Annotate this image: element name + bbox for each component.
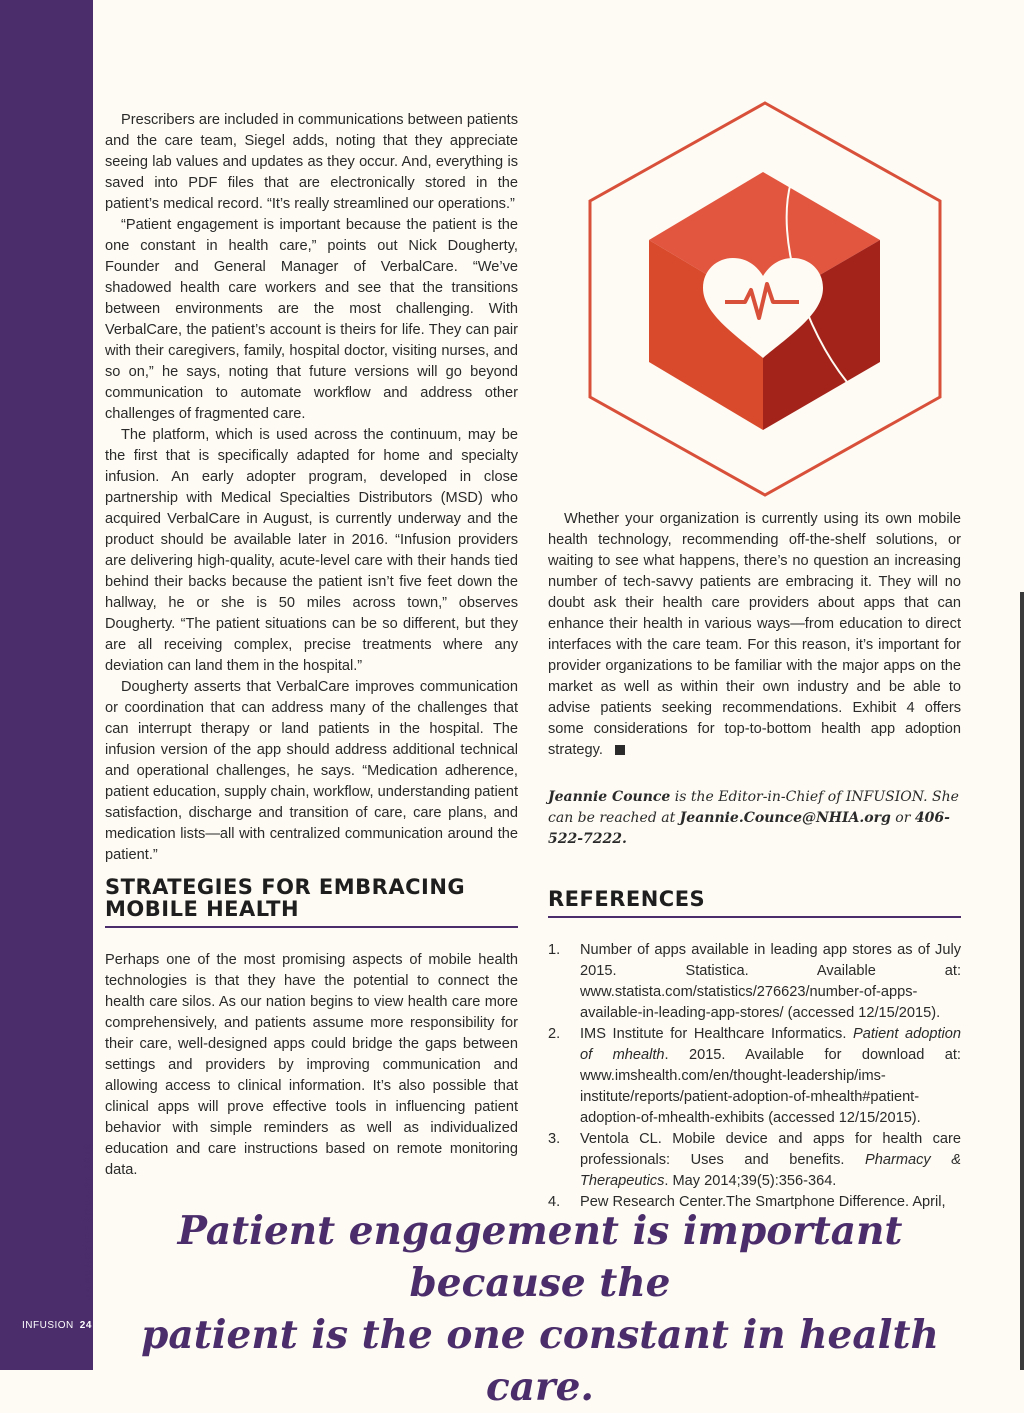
page-edge [1020, 592, 1024, 1370]
reference-item [548, 1129, 961, 1192]
reference-text: Number of apps available in leading app stores as of July 2015. Statistica. Available at: www.statista.com/statistics/276623/number-of-apps-available-in-leading-app-stores/ (accessed 12/15/2015). [580, 942, 961, 1021]
section-heading [105, 876, 518, 928]
left-column [105, 110, 518, 1181]
reference-number: 2. [548, 1026, 561, 1042]
magazine-name: INFUSION [22, 1320, 74, 1331]
references-heading: REFERENCES [548, 888, 961, 918]
bio-text: or [890, 810, 915, 826]
page-footer [22, 1320, 92, 1331]
purple-sidebar [0, 0, 93, 1370]
right-column [548, 509, 961, 1213]
pull-quote [105, 1205, 975, 1413]
paragraph: Prescribers are included in communications between patients and the care team, Siegel adds, noting that they appreciate seeing lab values and updates as they occur. And, everything is saved into PDF files that are electronically stored in the patient’s medical record. “It’s really streamlined our operations.” [105, 112, 518, 212]
square-end-mark-icon [615, 745, 625, 755]
author-email[interactable]: Jeannie.Counce@NHIA.org [679, 810, 891, 826]
reference-number: 4. [548, 1194, 561, 1210]
reference-title: Patient adoption of mhealth [580, 1026, 961, 1063]
reference-text-part: Ventola CL. Mobile device and apps for health care professionals: Uses and benefits. [580, 1131, 961, 1168]
author-bio [548, 787, 961, 850]
reference-title: Pharmacy & Therapeutics [580, 1152, 961, 1189]
author-phone: 406-522-7222. [548, 810, 950, 847]
section-paragraph: Perhaps one of the most promising aspects of mobile health technologies is that they have the potential to connect the health care silos. As our nation begins to view health care more comprehensively, and patients assume more responsibility for their care, well-designed apps could bridge the gaps between settings and providers by improving communication and allowing access to clinical information. It’s also possible that clinical apps will prove effective tools in influencing patient behavior with simple reminders as well as individualized education and care instructions based on remote monitoring data. [105, 952, 518, 1178]
page-number: 24 [79, 1320, 92, 1331]
reference-text [580, 1129, 961, 1192]
section-heading-line: MOBILE HEALTH [105, 897, 300, 921]
paragraph: “Patient engagement is important because the patient is the one constant in health care,” points out Nick Dougherty, Founder and General Manager of VerbalCare. “We’ve shadowed health care workers and see that the transitions between environments are the most challenging. With VerbalCare, the patient’s account is theirs for life. They can pair with their caregivers, family, hospital doctor, visiting nurses, and so on,” he says, noting that future versions will go beyond communication to automate workflow and address other challenges of fragmented care. [105, 217, 518, 422]
author-name: Jeannie Counce [548, 789, 671, 805]
paragraph: Dougherty asserts that VerbalCare improves communication or coordination that can address many of the challenges that can interrupt therapy or land patients in the hospital. The infusion version of the app should address additional technical and operational challenges, he says. “Medication adherence, patient education, supply chain, workflow, understanding patient satisfaction, discharge and transition of care, care plans, and medication lists—all with centralized communication around the patient.” [105, 679, 518, 863]
reference-number: 1. [548, 942, 561, 958]
pull-quote-line: patient is the one constant in health care. [141, 1312, 939, 1410]
section-heading-line: STRATEGIES FOR EMBRACING [105, 875, 466, 899]
reference-text-part: . 2015. Available for download at: www.imshealth.com/en/thought-leadership/ims-institute/reports/patient-adoption-of-mhealth#patient-adoption-of-mhealth-exhibits (accessed 12/15/2015). [580, 1047, 961, 1126]
paragraph-text: Whether your organization is currently using its own mobile health technology, recommending off-the-shelf solutions, or waiting to see what happens, there’s no question an increasing number of tech-savvy patients are embracing it. They will no doubt ask their health care providers about apps that can enhance their health in various ways—from education to direct interfaces with the care team. For this reason, it’s important for provider organizations to be familiar with the major apps on the market as well as within their own industry and be able to advise patients seeking recommendations. Exhibit 4 offers some considerations for top-to-bottom health app adoption strategy. [548, 511, 961, 758]
reference-item [548, 940, 961, 1024]
hexagon-cube-heart-icon [585, 100, 945, 500]
reference-item [548, 1024, 961, 1129]
reference-text-part: . May 2014;39(5):356-364. [664, 1173, 837, 1189]
paragraph [548, 509, 961, 761]
pull-quote-line: Patient engagement is important because the [177, 1208, 903, 1306]
paragraph: The platform, which is used across the continuum, may be the first that is specifically adapted for home and specialty infusion. An early adopter program, developed in close partnership with Medical Specialties Distributors (MSD) who acquired VerbalCare in August, is currently underway and the product should be available later in 2016. “Infusion providers are delivering high-quality, acute-level care with their hands tied behind their backs because the patient isn’t five feet down the hallway, he or she is 50 miles across town,” observes Dougherty. “The patient situations can be so different, but they are all receiving complex, precise treatments where any deviation can land them in the hospital.” [105, 427, 518, 674]
reference-text-part: IMS Institute for Healthcare Informatics. [580, 1026, 853, 1042]
reference-text: Pew Research Center.The Smartphone Difference. April, [580, 1194, 946, 1210]
issue-date: JANUARY/FEBRUARY 2016 [83, 1142, 94, 1300]
reference-text [580, 1024, 961, 1129]
reference-number: 3. [548, 1131, 561, 1147]
bio-text: is the Editor-in-Chief of INFUSION. She can be reached at [548, 789, 959, 826]
